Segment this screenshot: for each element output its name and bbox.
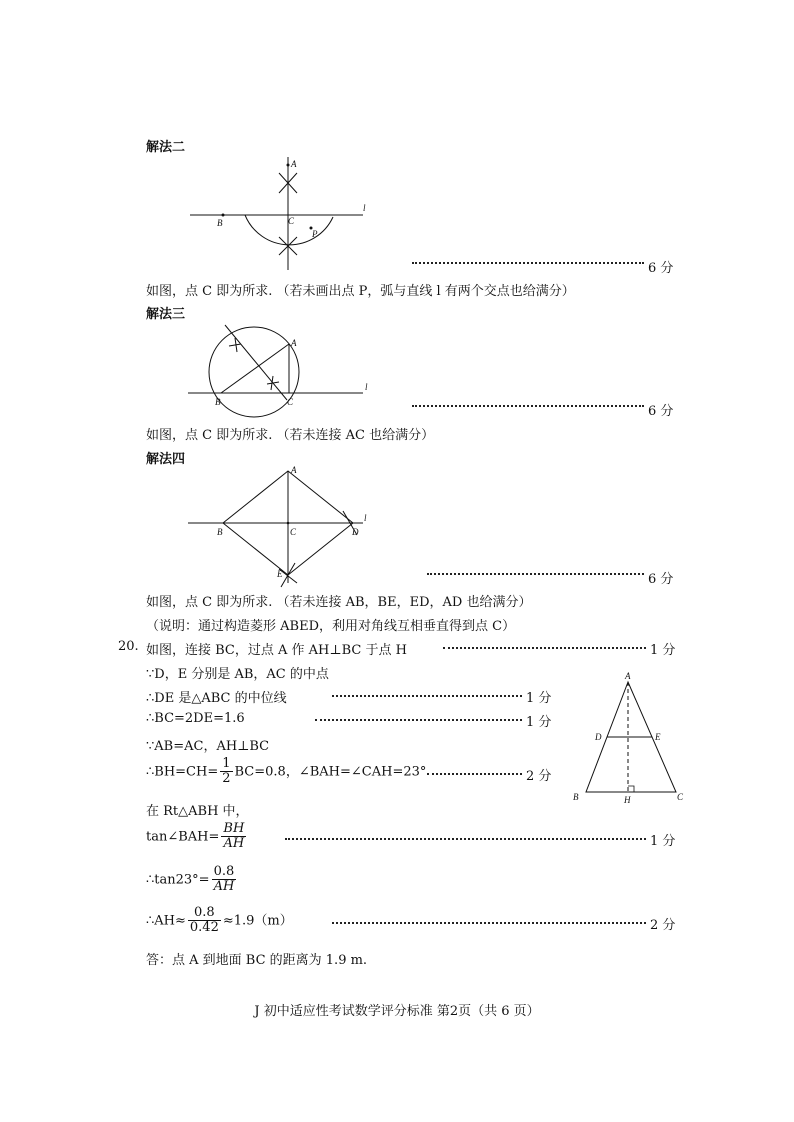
q20-line: ∴BC=2DE=1.6 — [146, 711, 245, 726]
sol4-caption: 如图，点 C 即为所求. （若未连接 AB，BE，ED，AD 也给满分） — [146, 595, 532, 610]
fraction-numerator: 0.8 — [212, 865, 237, 880]
fraction — [212, 865, 237, 895]
fraction-numerator: 1 — [222, 756, 231, 771]
q20-leader — [427, 773, 522, 775]
sol4-label-a: A — [291, 465, 297, 475]
sol4-figure — [185, 465, 385, 590]
fraction-numerator: 0.8 — [188, 906, 221, 921]
sol2-label-a: A — [291, 159, 297, 169]
sol2-leader — [412, 262, 644, 264]
sol3-label-l: l — [365, 382, 368, 392]
fraction — [220, 757, 232, 787]
sol2-label-l: l — [363, 203, 366, 213]
sol3-caption: 如图，点 C 即为所求. （若未连接 AC 也给满分） — [146, 428, 435, 443]
q20-number: 20. — [118, 639, 139, 654]
fraction-denominator: AH — [213, 879, 235, 895]
q20-line: 答：点 A 到地面 BC 的距离为 1.9 m. — [146, 953, 368, 968]
q20-line: 在 Rt△ABH 中， — [146, 804, 249, 819]
q20-line: 如图，连接 BC，过点 A 作 AH⊥BC 于点 H — [146, 643, 407, 658]
sol4-label-c: C — [290, 527, 297, 537]
page-footer: J 初中适应性考试数学评分标准 第2页（共 6 页） — [254, 1004, 540, 1019]
sol3-figure — [185, 320, 385, 420]
fraction — [221, 822, 246, 852]
sol4-label-l: l — [364, 513, 367, 523]
q20-triangle-figure — [570, 670, 690, 810]
fraction-numerator: BH — [223, 821, 245, 836]
q20-leader — [285, 838, 646, 840]
sol4-note: （说明：通过构造菱形 ABED，利用对角线互相垂直得到点 C） — [146, 619, 516, 634]
sol3-label-b: B — [215, 397, 221, 407]
q20-label-e: E — [655, 732, 661, 742]
sol2-label-c: C — [288, 216, 295, 226]
q20-label-a: A — [625, 671, 631, 681]
sol2-caption: 如图，点 C 即为所求. （若未画出点 P，弧与直线 l 有两个交点也给满分） — [146, 284, 575, 299]
q20-score: 1 分 — [650, 643, 676, 658]
q20-label-b: B — [573, 792, 579, 802]
q20-leader — [315, 719, 522, 721]
q20-leader — [332, 695, 522, 697]
q20-frac-post: BC=0.8，∠BAH=∠CAH=23° — [234, 764, 427, 780]
sol4-leader — [427, 573, 644, 575]
sol2-label-b: B — [217, 218, 223, 228]
q20-frac-post: ≈1.9（m） — [222, 913, 293, 929]
q20-frac-pre: ∴tan23°= — [146, 872, 210, 888]
q20-line-fraction — [146, 865, 238, 895]
sol2-heading: 解法二 — [146, 140, 186, 155]
q20-line-fraction — [146, 757, 426, 787]
q20-score: 1 分 — [526, 691, 552, 706]
sol3-label-c: C — [287, 397, 294, 407]
fraction-denominator: 2 — [222, 771, 231, 787]
q20-score: 2 分 — [650, 918, 676, 933]
q20-score: 2 分 — [526, 769, 552, 784]
sol2-score: 6 分 — [648, 261, 674, 276]
q20-line-fraction — [146, 822, 248, 852]
sol3-heading: 解法三 — [146, 307, 186, 322]
sol2-figure — [185, 155, 385, 275]
q20-frac-pre: ∴BH=CH= — [146, 764, 219, 780]
q20-frac-pre: ∴AH≈ — [146, 913, 186, 929]
q20-label-d: D — [595, 732, 602, 742]
q20-score: 1 分 — [526, 715, 552, 730]
fraction-denominator: 0.42 — [189, 920, 219, 936]
q20-line: ∴DE 是△ABC 的中位线 — [146, 691, 287, 706]
sol4-label-e: E — [277, 569, 283, 579]
q20-frac-pre: tan∠BAH= — [146, 829, 220, 845]
q20-label-c: C — [677, 792, 684, 802]
q20-label-h: H — [624, 795, 631, 805]
sol4-label-d: D — [352, 527, 359, 537]
sol4-score: 6 分 — [648, 572, 674, 587]
q20-line: ∵AB=AC，AH⊥BC — [146, 739, 270, 754]
sol4-heading: 解法四 — [146, 452, 186, 467]
q20-score: 1 分 — [650, 834, 676, 849]
fraction-denominator: AH — [223, 836, 245, 852]
q20-line-fraction — [146, 906, 293, 936]
q20-leader — [332, 922, 646, 924]
sol4-label-b: B — [217, 527, 223, 537]
sol3-leader — [412, 405, 644, 407]
sol3-label-a: A — [291, 338, 297, 348]
q20-line: ∵D，E 分别是 AB，AC 的中点 — [146, 667, 329, 682]
fraction — [188, 906, 221, 936]
sol3-score: 6 分 — [648, 404, 674, 419]
q20-leader — [443, 647, 646, 649]
sol2-label-p: P — [312, 229, 318, 239]
